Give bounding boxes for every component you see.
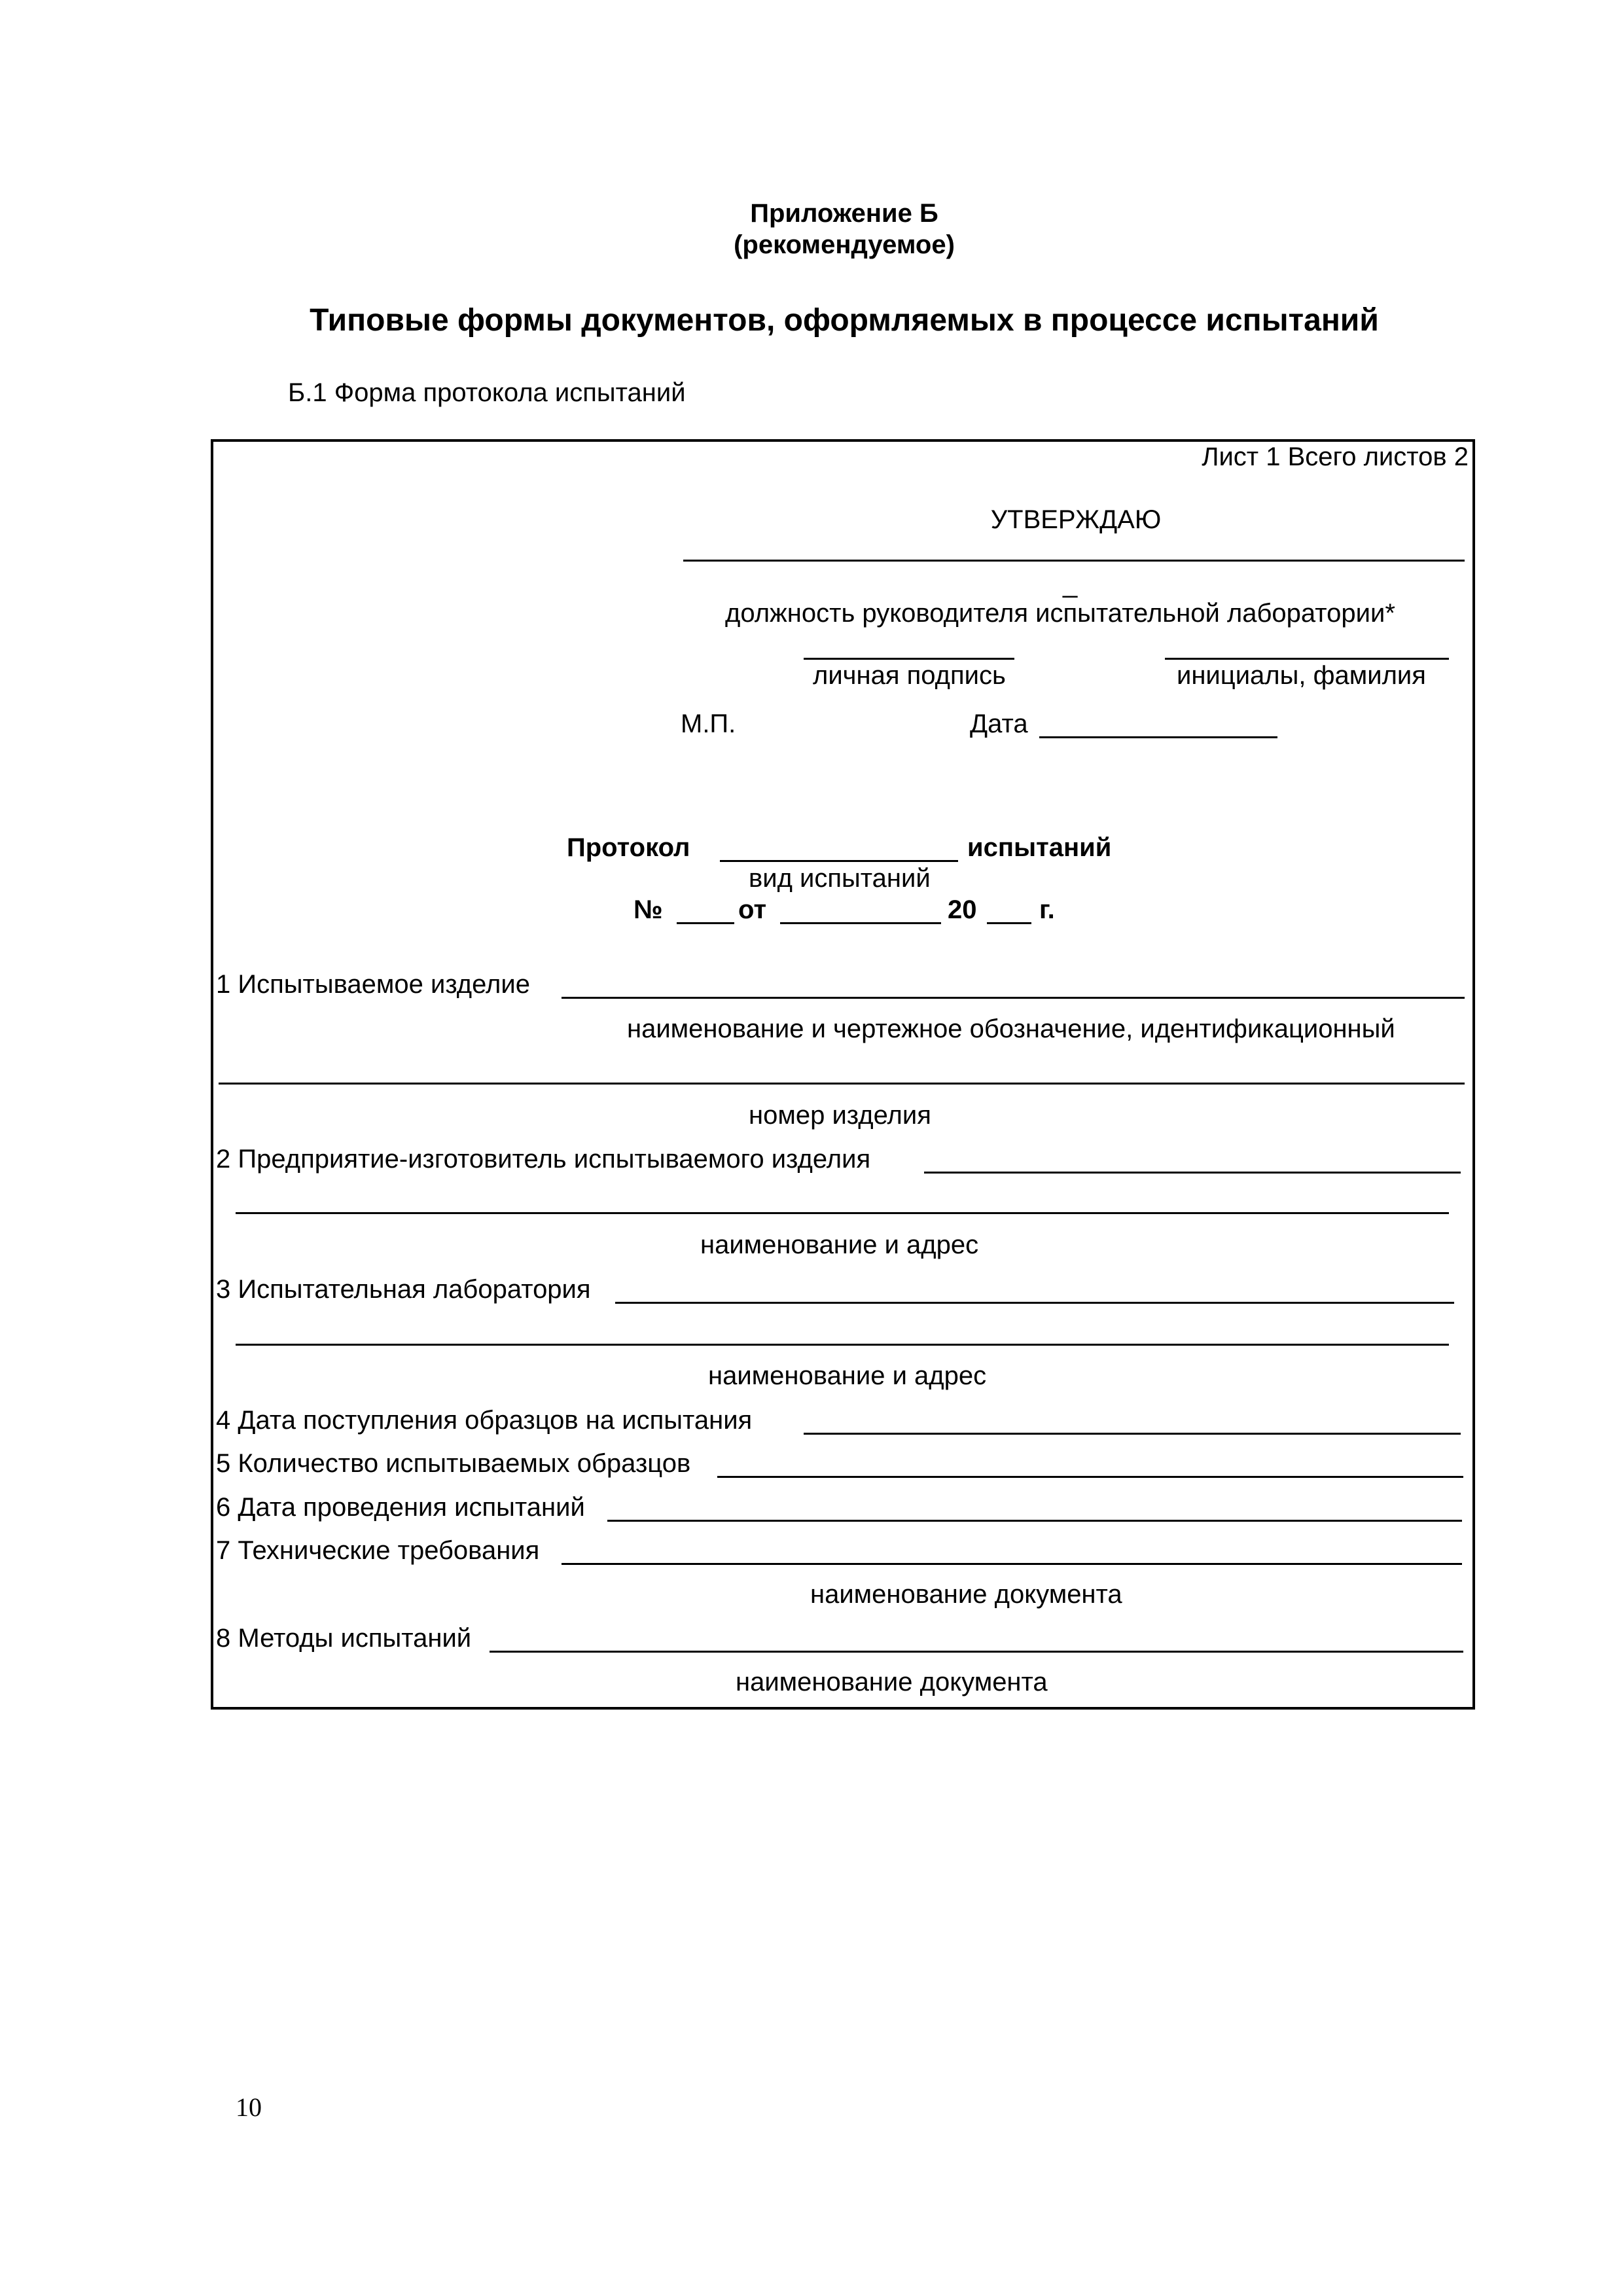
- protocol-number-input-line[interactable]: [677, 922, 734, 924]
- date-label: Дата: [970, 709, 1028, 738]
- year-suffix: г.: [1039, 895, 1055, 924]
- protocol-word: Протокол: [567, 833, 690, 862]
- from-word: от: [738, 895, 767, 924]
- item8-input-line[interactable]: [490, 1651, 1463, 1653]
- item7-caption: наименование документа: [810, 1580, 1122, 1609]
- item8-caption: наименование документа: [736, 1668, 1048, 1696]
- item4-input-line[interactable]: [804, 1433, 1461, 1435]
- item7-label: 7 Технические требования: [216, 1536, 540, 1565]
- number-sign: №: [633, 895, 663, 924]
- item1-caption-b: номер изделия: [749, 1101, 931, 1130]
- item6-input-line[interactable]: [607, 1520, 1462, 1522]
- item3-input-line[interactable]: [615, 1302, 1454, 1304]
- protocol-tests-word: испытаний: [967, 833, 1112, 862]
- item1-second-input-line[interactable]: [219, 1083, 1465, 1085]
- item1-caption-a: наименование и чертежное обозначение, идентификационный: [627, 1014, 1395, 1043]
- position-caption: должность руководителя испытательной лаборатории*: [725, 599, 1395, 628]
- approve-heading: УТВЕРЖДАЮ: [990, 505, 1162, 534]
- test-type-caption: вид испытаний: [749, 864, 931, 893]
- date-input-line[interactable]: [1039, 736, 1277, 738]
- item4-label: 4 Дата поступления образцов на испытания: [216, 1406, 753, 1435]
- item5-label: 5 Количество испытываемых образцов: [216, 1449, 691, 1478]
- initials-caption: инициалы, фамилия: [1177, 661, 1426, 690]
- protocol-year-input-line[interactable]: [987, 922, 1031, 924]
- item2-second-input-line[interactable]: [236, 1212, 1449, 1214]
- item5-input-line[interactable]: [717, 1476, 1463, 1478]
- item7-input-line[interactable]: [562, 1563, 1462, 1565]
- item3-second-input-line[interactable]: [236, 1344, 1449, 1346]
- year-prefix: 20: [948, 895, 977, 924]
- page-number: 10: [236, 2092, 262, 2122]
- sheet-info: Лист 1 Всего листов 2: [1202, 442, 1469, 471]
- underscore-mark: _: [1063, 569, 1078, 598]
- document-title: Типовые формы документов, оформляемых в процессе испытаний: [310, 303, 1379, 338]
- appendix-subtitle: (рекомендуемое): [734, 230, 955, 259]
- item2-input-line[interactable]: [924, 1172, 1461, 1174]
- item2-label: 2 Предприятие-изготовитель испытываемого изделия: [216, 1145, 871, 1174]
- section-heading: Б.1 Форма протокола испытаний: [288, 378, 686, 407]
- item1-label: 1 Испытываемое изделие: [216, 970, 530, 999]
- position-input-line[interactable]: [683, 560, 1465, 562]
- test-type-input-line[interactable]: [720, 860, 958, 862]
- stamp-label: М.П.: [681, 709, 736, 738]
- item1-input-line[interactable]: [562, 997, 1465, 999]
- item3-caption: наименование и адрес: [708, 1361, 987, 1390]
- item8-label: 8 Методы испытаний: [216, 1624, 472, 1653]
- item3-label: 3 Испытательная лаборатория: [216, 1275, 591, 1304]
- appendix-title: Приложение Б: [750, 199, 938, 228]
- item2-caption: наименование и адрес: [700, 1230, 979, 1259]
- signature-caption: личная подпись: [813, 661, 1006, 690]
- item6-label: 6 Дата проведения испытаний: [216, 1493, 585, 1522]
- protocol-date-input-line[interactable]: [780, 922, 941, 924]
